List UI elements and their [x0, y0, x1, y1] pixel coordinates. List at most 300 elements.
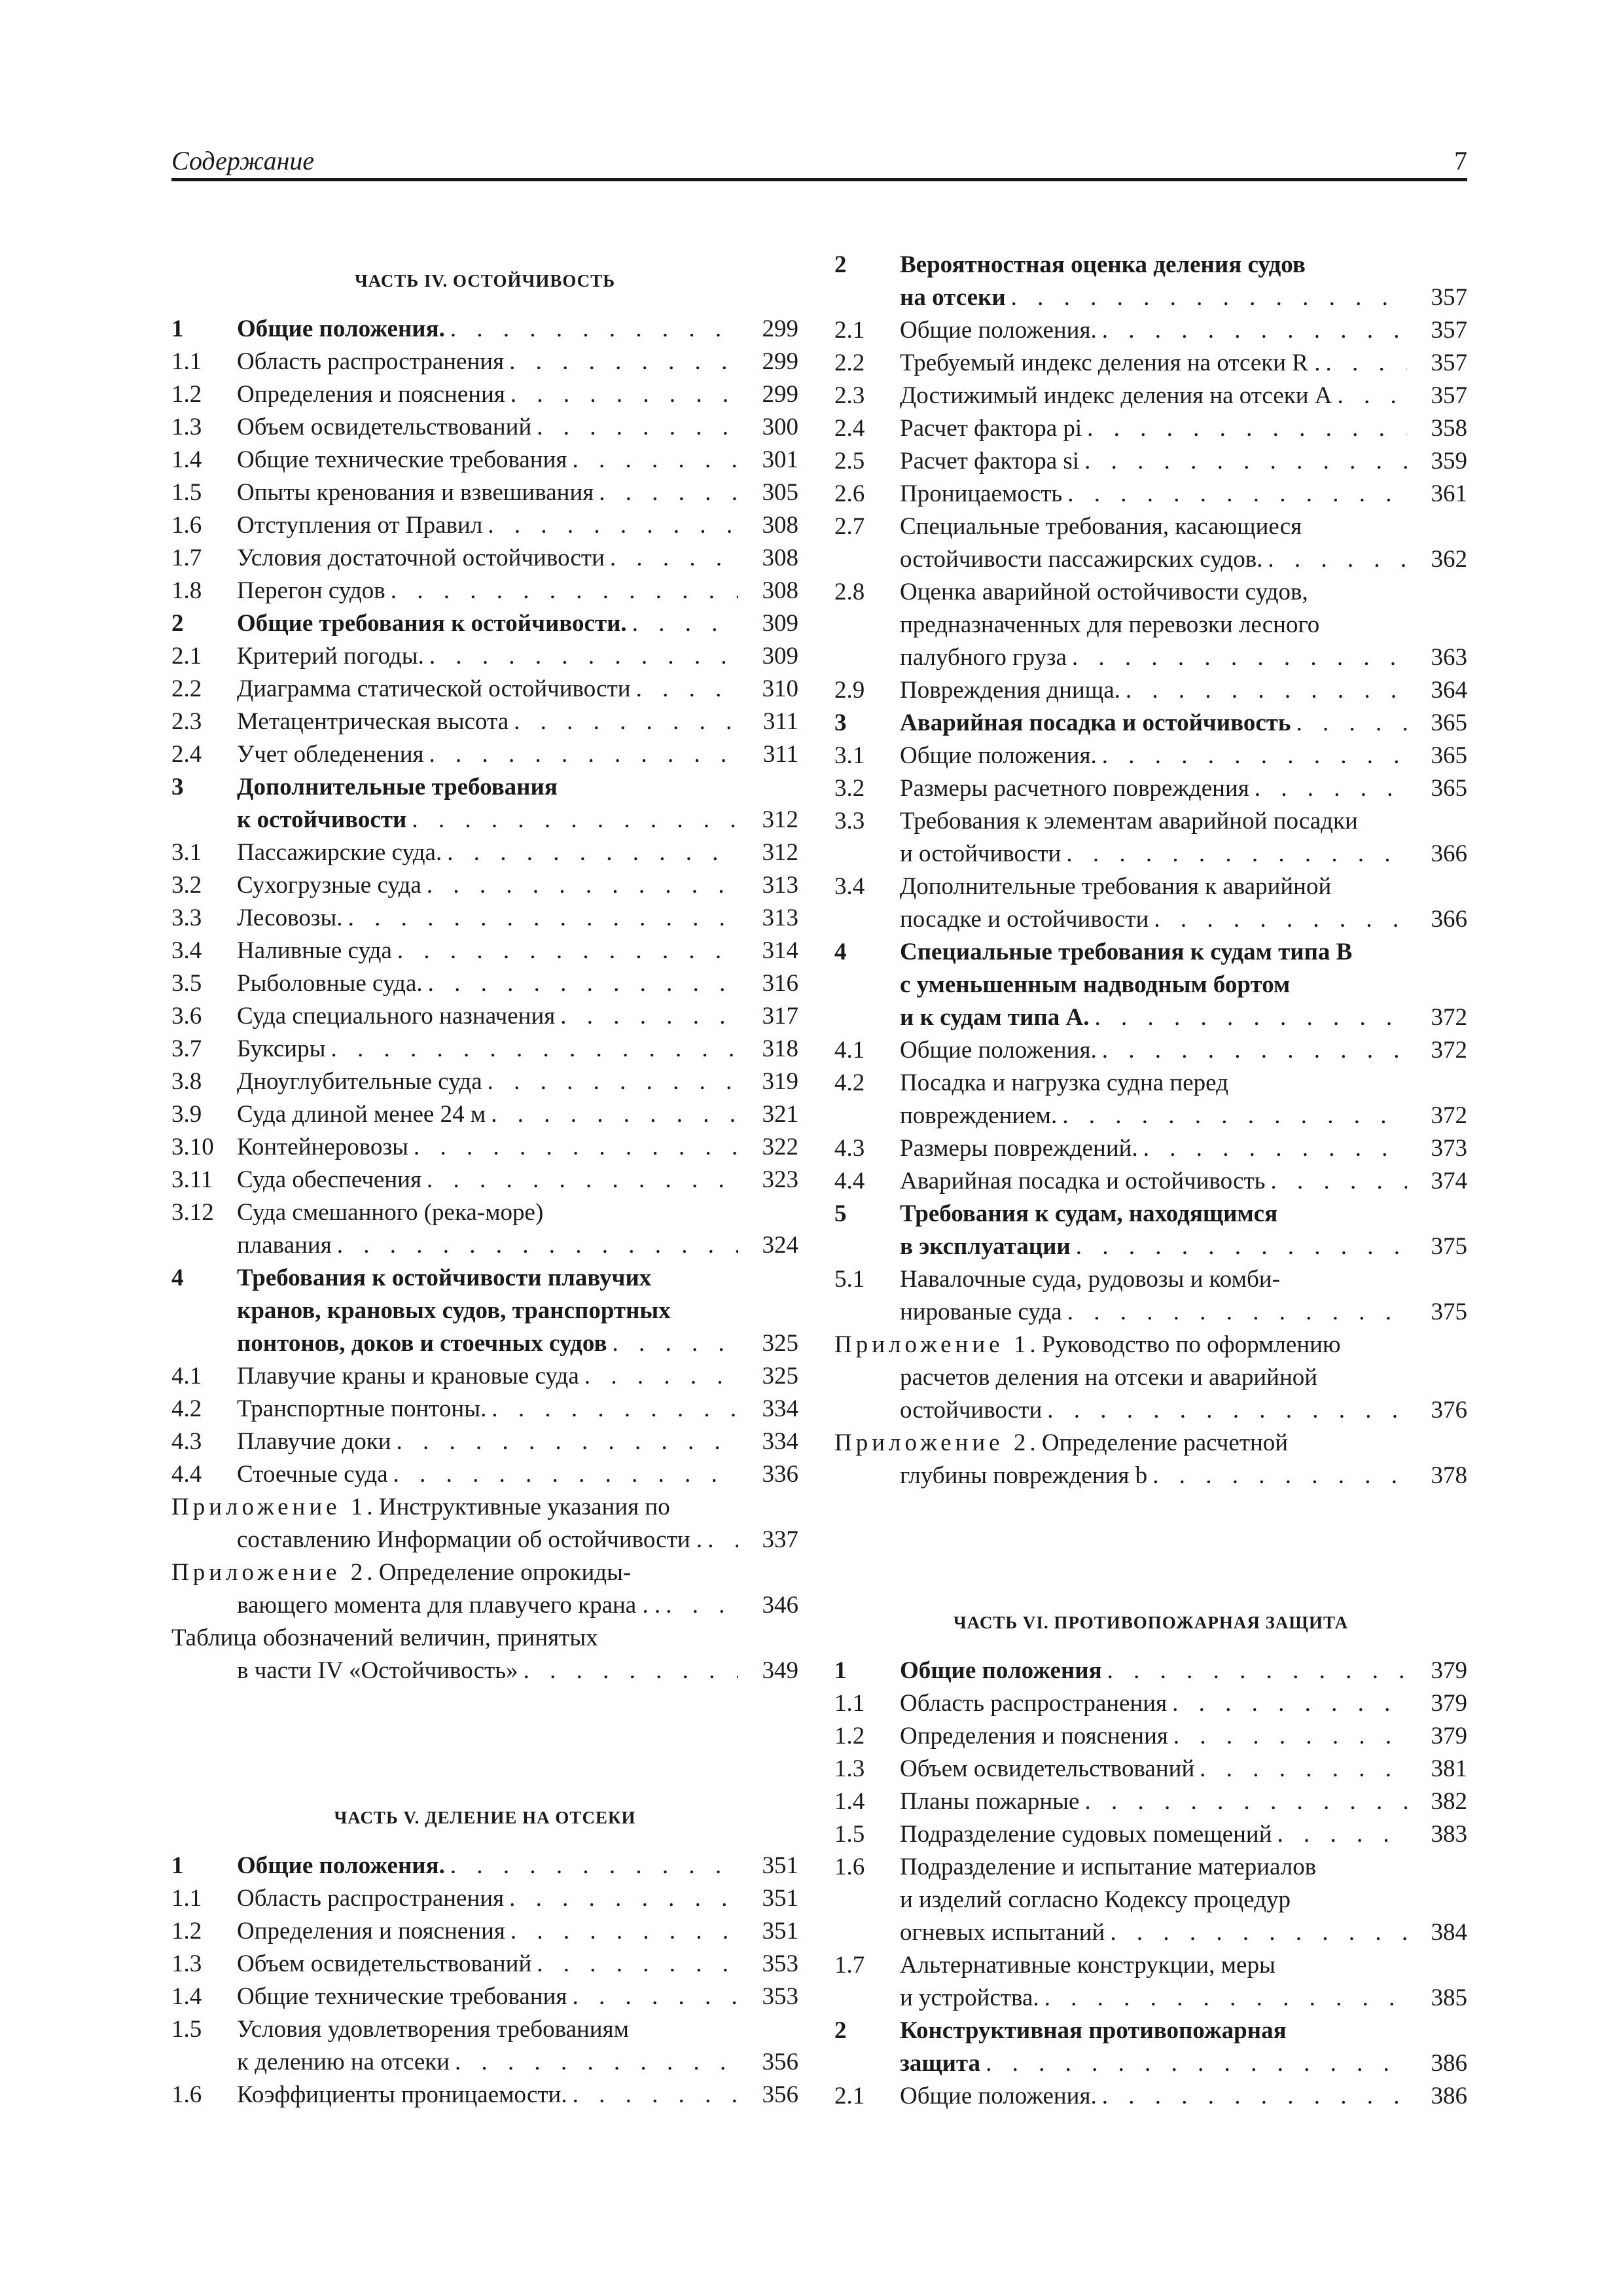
toc-entry-lastline [237, 1426, 738, 1458]
toc-entry [834, 1263, 1467, 1329]
appendix-page: 346 [762, 1592, 798, 1619]
toc-entry [171, 1360, 798, 1393]
dot-leader [1291, 707, 1408, 740]
appendix-first-line [171, 1491, 738, 1524]
toc-entry-title [237, 738, 738, 771]
appendix-entry [171, 1556, 798, 1622]
toc-entry-title [237, 1981, 738, 2013]
dot-leader [579, 1360, 738, 1393]
toc-entry-page: 309 [762, 610, 798, 637]
toc-entry [171, 836, 798, 869]
toc-entry-title [900, 1263, 1407, 1329]
toc-entry [171, 444, 798, 476]
dot-leader [567, 1981, 738, 2013]
appendix-title [171, 1556, 738, 1622]
dot-leader [504, 346, 738, 378]
toc-entry-page: 357 [1431, 317, 1467, 344]
toc-entry-line: Условия удовлетворения требованиям [237, 2016, 630, 2043]
toc-entry-lastline [900, 347, 1407, 380]
toc-entry-line: и остойчивости [900, 840, 1061, 867]
dot-leader [442, 836, 738, 869]
toc-entry-title [237, 1393, 738, 1426]
toc-entry-number: 1.2 [834, 1723, 865, 1749]
toc-entry [834, 674, 1467, 707]
toc-entry-line: Расчет фактора pi [900, 415, 1082, 442]
toc-entry-page: 381 [1431, 1755, 1467, 1782]
dot-leader [1071, 1230, 1407, 1263]
toc-entry-page: 325 [762, 1363, 798, 1390]
toc-entry-lastline [237, 1915, 738, 1948]
toc-entry-line: Специальные требования к судам типа B [900, 939, 1353, 965]
toc-entry-title [237, 771, 738, 836]
toc-entry-title [237, 1426, 738, 1458]
toc-entry-line: Достижимый индекс деления на отсеки A [900, 382, 1332, 409]
appendix-line: глубины повреждения b [900, 1462, 1148, 1489]
toc-entry-line: в эксплуатации [900, 1233, 1071, 1260]
toc-entry-number: 2.7 [834, 513, 865, 540]
toc-entry-number: 4.1 [171, 1363, 202, 1390]
toc-entry-page: 311 [762, 741, 798, 768]
toc-entry-page: 372 [1431, 1037, 1467, 1064]
toc-entry-number: 1.1 [171, 1885, 202, 1912]
toc-entry-lastline [900, 1296, 1407, 1329]
toc-entry-lastline [237, 673, 738, 706]
toc-entry-title [237, 706, 738, 738]
toc-entry-lastline [237, 575, 738, 607]
dot-leader [1057, 1100, 1407, 1132]
toc-entry-page: 372 [1431, 1102, 1467, 1129]
toc-entry-title [900, 1949, 1407, 2015]
toc-entry-lastline [237, 1393, 738, 1426]
toc-entry-line: Требования к судам, находящимся [900, 1200, 1278, 1227]
dot-leader [660, 1589, 738, 1622]
toc-entry-number: 1.5 [171, 479, 202, 506]
toc-entry-number: 4.1 [834, 1037, 865, 1064]
toc-entry-title [237, 1196, 738, 1262]
dot-leader [505, 378, 738, 411]
toc-entry-title [900, 445, 1407, 478]
toc-entry-line: Определения и пояснения [237, 381, 505, 408]
toc-entry [834, 707, 1467, 740]
dot-leader [1262, 543, 1407, 576]
toc-entry-page: 323 [762, 1166, 798, 1193]
dot-leader [631, 673, 738, 706]
header-page-number: 7 [1454, 146, 1467, 175]
right-column [834, 249, 1467, 2113]
dot-leader [1168, 1720, 1407, 1753]
toc-entry-lastline [900, 903, 1407, 936]
toc-entry-lastline [237, 1882, 738, 1915]
toc-entry-title [900, 936, 1407, 1034]
toc-entry-lastline [900, 2080, 1407, 2113]
toc-entry-page: 357 [1431, 350, 1467, 376]
toc-entry-page: 299 [762, 315, 798, 342]
toc-entry-title [237, 640, 738, 673]
toc-entry-title [237, 575, 738, 607]
dot-leader [482, 1066, 738, 1098]
toc-entry-lastline [237, 1948, 738, 1981]
dot-leader [567, 2079, 738, 2111]
toc-entry-title [237, 1000, 738, 1033]
toc-entry-number: 1.6 [834, 1854, 865, 1880]
toc-entry-line: понтонов, доков и стоечных судов [237, 1330, 607, 1357]
appendix-line: . Инструктивные указания по [366, 1494, 670, 1520]
dot-leader [508, 706, 738, 738]
toc-entry-number: 3.4 [834, 873, 865, 900]
toc-entry-line: Общие технические требования [237, 446, 567, 473]
toc-entry [171, 1393, 798, 1426]
toc-entry-page: 318 [762, 1035, 798, 1062]
toc-entry-line: Специальные требования, касающиеся [900, 513, 1302, 540]
toc-entry-line: с уменьшенным надводным бортом [900, 971, 1291, 998]
toc-entry-title [900, 805, 1407, 870]
dot-leader [421, 1164, 738, 1196]
toc-entry-lastline [237, 1164, 738, 1196]
toc-entry-number: 2.1 [171, 643, 202, 670]
toc-entry-number: 1.3 [171, 1950, 202, 1977]
toc-entry-lastline [900, 445, 1407, 478]
toc-entry [171, 1981, 798, 2013]
toc-entry-title [237, 1882, 738, 1915]
toc-entry-title [237, 411, 738, 444]
dot-leader [518, 1655, 738, 1687]
dot-leader [567, 444, 738, 476]
toc-entry-number: 5.1 [834, 1266, 865, 1293]
toc-entry-line: Транспортные понтоны. [237, 1395, 487, 1422]
toc-entry-lastline [237, 869, 738, 902]
toc-entry-page: 385 [1431, 1984, 1467, 2011]
toc-entry [171, 902, 798, 935]
toc-entry [171, 673, 798, 706]
toc-entry-lastline [237, 1131, 738, 1164]
toc-entry-title [237, 444, 738, 476]
toc-entry [171, 738, 798, 771]
appendix-title [171, 1491, 738, 1556]
toc-entry-number: 1.5 [834, 1821, 865, 1848]
toc-entry-number: 4.4 [171, 1461, 202, 1488]
toc-entry-lastline [237, 935, 738, 967]
dot-leader [702, 1524, 738, 1556]
toc-entry-title [237, 346, 738, 378]
toc-entry-title [900, 412, 1407, 445]
toc-entry-page: 308 [762, 545, 798, 571]
toc-entry-lastline [900, 740, 1407, 772]
toc-entry-line: Суда обеспечения [237, 1166, 421, 1193]
toc-entry [834, 380, 1467, 412]
toc-entry-title [900, 1034, 1407, 1067]
toc-entry [834, 805, 1467, 870]
toc-entry-number: 3.3 [171, 905, 202, 931]
toc-entry-line: Общие положения. [900, 317, 1097, 344]
toc-entry-line: Стоечные суда [237, 1461, 388, 1488]
dot-leader [1079, 1785, 1407, 1818]
toc-entry-page: 300 [762, 414, 798, 440]
toc-entry-number: 3 [171, 774, 184, 800]
dot-leader [1039, 1982, 1407, 2015]
appendix-lastline [171, 1655, 738, 1687]
toc-entry [834, 347, 1467, 380]
appendix-line: . Определение опрокиды- [366, 1559, 632, 1586]
toc-entry-number: 1.5 [171, 2016, 202, 2043]
toc-entry [834, 511, 1467, 576]
toc-entry-number: 1.1 [834, 1690, 865, 1717]
toc-entry [834, 1949, 1467, 2015]
appendix-title [834, 1329, 1407, 1427]
toc-entry-lastline [900, 1034, 1407, 1067]
dot-leader [1249, 772, 1407, 805]
toc-entry-title [237, 542, 738, 575]
toc-entry-page: 374 [1431, 1168, 1467, 1194]
toc-entry-line: и к судам типа А. [900, 1004, 1090, 1031]
part5-toc-continued [834, 249, 1467, 1329]
toc-entry [171, 476, 798, 509]
toc-entry [834, 1753, 1467, 1785]
dot-leader [445, 313, 738, 346]
appendix-entry [834, 1427, 1467, 1492]
dot-leader [1097, 1034, 1407, 1067]
toc-entry-line: Дноуглубительные суда [237, 1068, 482, 1095]
toc-entry-line: Перегон судов [237, 577, 385, 604]
toc-entry-line: Проницаемость [900, 480, 1063, 507]
toc-entry-line: Суда специального назначения [237, 1003, 556, 1030]
appendix-title [171, 1622, 738, 1687]
toc-entry-title [237, 869, 738, 902]
toc-entry [171, 1196, 798, 1262]
toc-entry-lastline [237, 509, 738, 542]
toc-entry-line: Метацентрическая высота [237, 708, 509, 735]
toc-entry [171, 575, 798, 607]
toc-entry-title [900, 1720, 1407, 1753]
toc-entry-line: Отступления от Правил [237, 512, 483, 539]
toc-entry [171, 2079, 798, 2111]
toc-entry-title [900, 1132, 1407, 1165]
dot-leader [1149, 903, 1407, 936]
toc-entry-page: 356 [762, 2081, 798, 2108]
toc-entry-page: 379 [1431, 1690, 1467, 1717]
toc-entry-lastline [900, 1230, 1407, 1263]
dot-leader [1147, 1460, 1407, 1492]
toc-entry-number: 3.11 [171, 1166, 213, 1193]
toc-entry [834, 740, 1467, 772]
toc-entry-line: Диаграмма статической остойчивости [237, 675, 631, 702]
toc-entry-lastline [237, 607, 738, 640]
toc-entry [171, 869, 798, 902]
toc-entry-line: Контейнеровозы [237, 1134, 408, 1160]
toc-entry-number: 1.4 [171, 1983, 202, 2010]
page-header [171, 145, 1467, 181]
toc-entry-lastline [237, 1327, 738, 1360]
toc-entry-page: 364 [1431, 677, 1467, 704]
toc-entry-page: 325 [762, 1330, 798, 1357]
toc-entry-line: Плавучие доки [237, 1428, 391, 1455]
toc-entry-number: 1.6 [171, 512, 202, 539]
toc-entry-page: 362 [1431, 546, 1467, 573]
toc-entry-lastline [237, 836, 738, 869]
toc-entry [834, 1067, 1467, 1132]
toc-entry [171, 640, 798, 673]
toc-entry-number: 3 [834, 709, 847, 736]
part4-appendices [171, 1491, 798, 1687]
toc-entry-title [900, 2015, 1407, 2080]
toc-entry-page: 351 [762, 1918, 798, 1945]
dot-leader [555, 1000, 738, 1033]
toc-entry [171, 1066, 798, 1098]
toc-entry-title [237, 1262, 738, 1360]
toc-entry-line: Сухогрузные суда [237, 872, 421, 899]
toc-entry-page: 365 [1431, 742, 1467, 769]
dot-leader [1120, 674, 1407, 707]
toc-entry-title [900, 674, 1407, 707]
toc-entry-lastline [237, 902, 738, 935]
toc-entry [834, 445, 1467, 478]
toc-entry-lastline [237, 804, 738, 836]
toc-entry-line: Лесовозы. [237, 905, 343, 931]
toc-entry [834, 1818, 1467, 1851]
toc-entry-title [900, 478, 1407, 511]
toc-entry-number: 1.2 [171, 381, 202, 408]
toc-entry-page: 351 [762, 1885, 798, 1912]
toc-entry-title [900, 576, 1407, 674]
dot-leader [605, 542, 738, 575]
toc-entry-number: 5 [834, 1200, 847, 1227]
toc-entry-line: Дополнительные требования к аварийной [900, 873, 1332, 900]
toc-entry-line: Общие технические требования [237, 1983, 567, 2010]
toc-entry-line: Область распространения [237, 1885, 505, 1912]
toc-entry-number: 1.4 [171, 446, 202, 473]
toc-entry-lastline [900, 478, 1407, 511]
toc-entry-title [237, 836, 738, 869]
toc-entry-number: 1 [834, 1657, 847, 1684]
dot-leader [1097, 2080, 1407, 2113]
toc-entry-number: 3.2 [834, 775, 865, 802]
dot-leader [1332, 380, 1407, 412]
toc-entry [834, 249, 1467, 314]
dot-leader [1102, 1655, 1407, 1687]
appendix-line: . Руководство по оформлению [1029, 1331, 1341, 1358]
toc-entry-lastline [237, 1066, 738, 1098]
toc-entry-number: 2.1 [834, 2083, 865, 2109]
toc-entry-number: 1.6 [171, 2081, 202, 2108]
toc-entry-line: Навалочные суда, рудовозы и комби- [900, 1266, 1280, 1293]
toc-entry-page: 319 [762, 1068, 798, 1095]
toc-entry [171, 771, 798, 836]
toc-entry [834, 478, 1467, 511]
toc-entry [834, 314, 1467, 347]
toc-entry-line: Плавучие краны и крановые суда [237, 1363, 579, 1390]
appendix-lastline [171, 1589, 738, 1622]
toc-entry-page: 359 [1431, 448, 1467, 475]
toc-entry-page: 379 [1431, 1723, 1467, 1749]
toc-entry-number: 2.1 [834, 317, 865, 344]
toc-entry-lastline [237, 378, 738, 411]
toc-entry-number: 4.4 [834, 1168, 865, 1194]
dot-leader [1061, 838, 1407, 870]
toc-entry-line: палубного груза [900, 644, 1067, 671]
dot-leader [424, 640, 738, 673]
toc-entry-number: 3.4 [171, 937, 202, 964]
dot-leader [391, 1426, 739, 1458]
toc-entry-title [900, 314, 1407, 347]
toc-entry-line: и изделий согласно Кодексу процедур [900, 1886, 1291, 1913]
toc-entry-title [237, 509, 738, 542]
toc-entry-page: 386 [1431, 2050, 1467, 2077]
toc-entry-lastline [237, 1981, 738, 2013]
toc-entry-line: Объем освидетельствований [237, 1950, 532, 1977]
toc-entry [171, 1882, 798, 1915]
dot-leader [325, 1033, 738, 1066]
toc-entry-page: 373 [1431, 1135, 1467, 1162]
toc-entry-line: Определения и пояснения [237, 1918, 505, 1945]
toc-entry-page: 353 [762, 1950, 798, 1977]
toc-entry-line: к остойчивости [237, 806, 407, 833]
toc-entry-title [900, 870, 1407, 936]
toc-entry-line: Посадка и нагрузка судна перед [900, 1069, 1228, 1096]
toc-entry-page: 372 [1431, 1004, 1467, 1031]
dot-leader [1006, 281, 1407, 314]
toc-entry-line: Конструктивная противопожарная [900, 2017, 1287, 2044]
toc-entry-line: Объем освидетельствований [237, 414, 532, 440]
toc-entry-number: 4 [171, 1265, 184, 1291]
toc-entry-page: 379 [1431, 1657, 1467, 1684]
toc-entry-lastline [900, 314, 1407, 347]
toc-entry-lastline [900, 1655, 1407, 1687]
toc-entry-number: 2.2 [834, 350, 865, 376]
toc-entry-lastline [900, 412, 1407, 445]
toc-entry-title [900, 740, 1407, 772]
dot-leader [531, 1948, 738, 1981]
toc-entry-line: Планы пожарные [900, 1788, 1080, 1815]
toc-entry-line: Общие положения. [900, 742, 1097, 769]
appendix-entry [834, 1329, 1467, 1427]
part4-toc [171, 313, 798, 1491]
toc-entry-lastline [900, 707, 1407, 740]
toc-entry-page: 361 [1431, 480, 1467, 507]
appendix-lastline [834, 1460, 1407, 1492]
toc-entry-line: Пассажирские суда. [237, 839, 442, 866]
toc-entry-lastline [237, 1229, 738, 1262]
toc-entry [171, 313, 798, 346]
appendix-label: Приложение 1 [834, 1331, 1030, 1358]
toc-entry-line: Объем освидетельствований [900, 1755, 1195, 1782]
toc-entry-line: Повреждения днища. [900, 677, 1120, 704]
toc-entry-number: 2.9 [834, 677, 865, 704]
dot-leader [1062, 478, 1407, 511]
toc-entry-lastline [900, 1132, 1407, 1165]
toc-entry-line: Учет обледенения [237, 741, 424, 768]
toc-entry-lastline [237, 967, 738, 1000]
toc-entry-line: Условия достаточной остойчивости [237, 545, 605, 571]
toc-entry-page: 363 [1431, 644, 1467, 671]
toc-entry-lastline [237, 706, 738, 738]
toc-entry-page: 321 [762, 1101, 798, 1128]
toc-entry [171, 1948, 798, 1981]
dot-leader [594, 476, 738, 509]
appendix-label: Приложение 2 [834, 1429, 1030, 1456]
toc-entry [171, 2013, 798, 2079]
toc-entry-line: Общие требования к остойчивости. [237, 610, 627, 637]
toc-entry-line: Рыболовные суда. [237, 970, 423, 997]
toc-entry-number: 1.2 [171, 1918, 202, 1945]
toc-entry-page: 308 [762, 512, 798, 539]
toc-entry-title [237, 476, 738, 509]
toc-entry-page: 301 [762, 446, 798, 473]
toc-entry-number: 1.3 [834, 1755, 865, 1782]
toc-entry-number: 2.4 [834, 415, 865, 442]
appendix-page: 376 [1431, 1397, 1467, 1424]
toc-entry-page: 334 [762, 1395, 798, 1422]
toc-entry-line: Суда смешанного (река-море) [237, 1199, 544, 1226]
toc-entry-title [900, 1655, 1407, 1687]
